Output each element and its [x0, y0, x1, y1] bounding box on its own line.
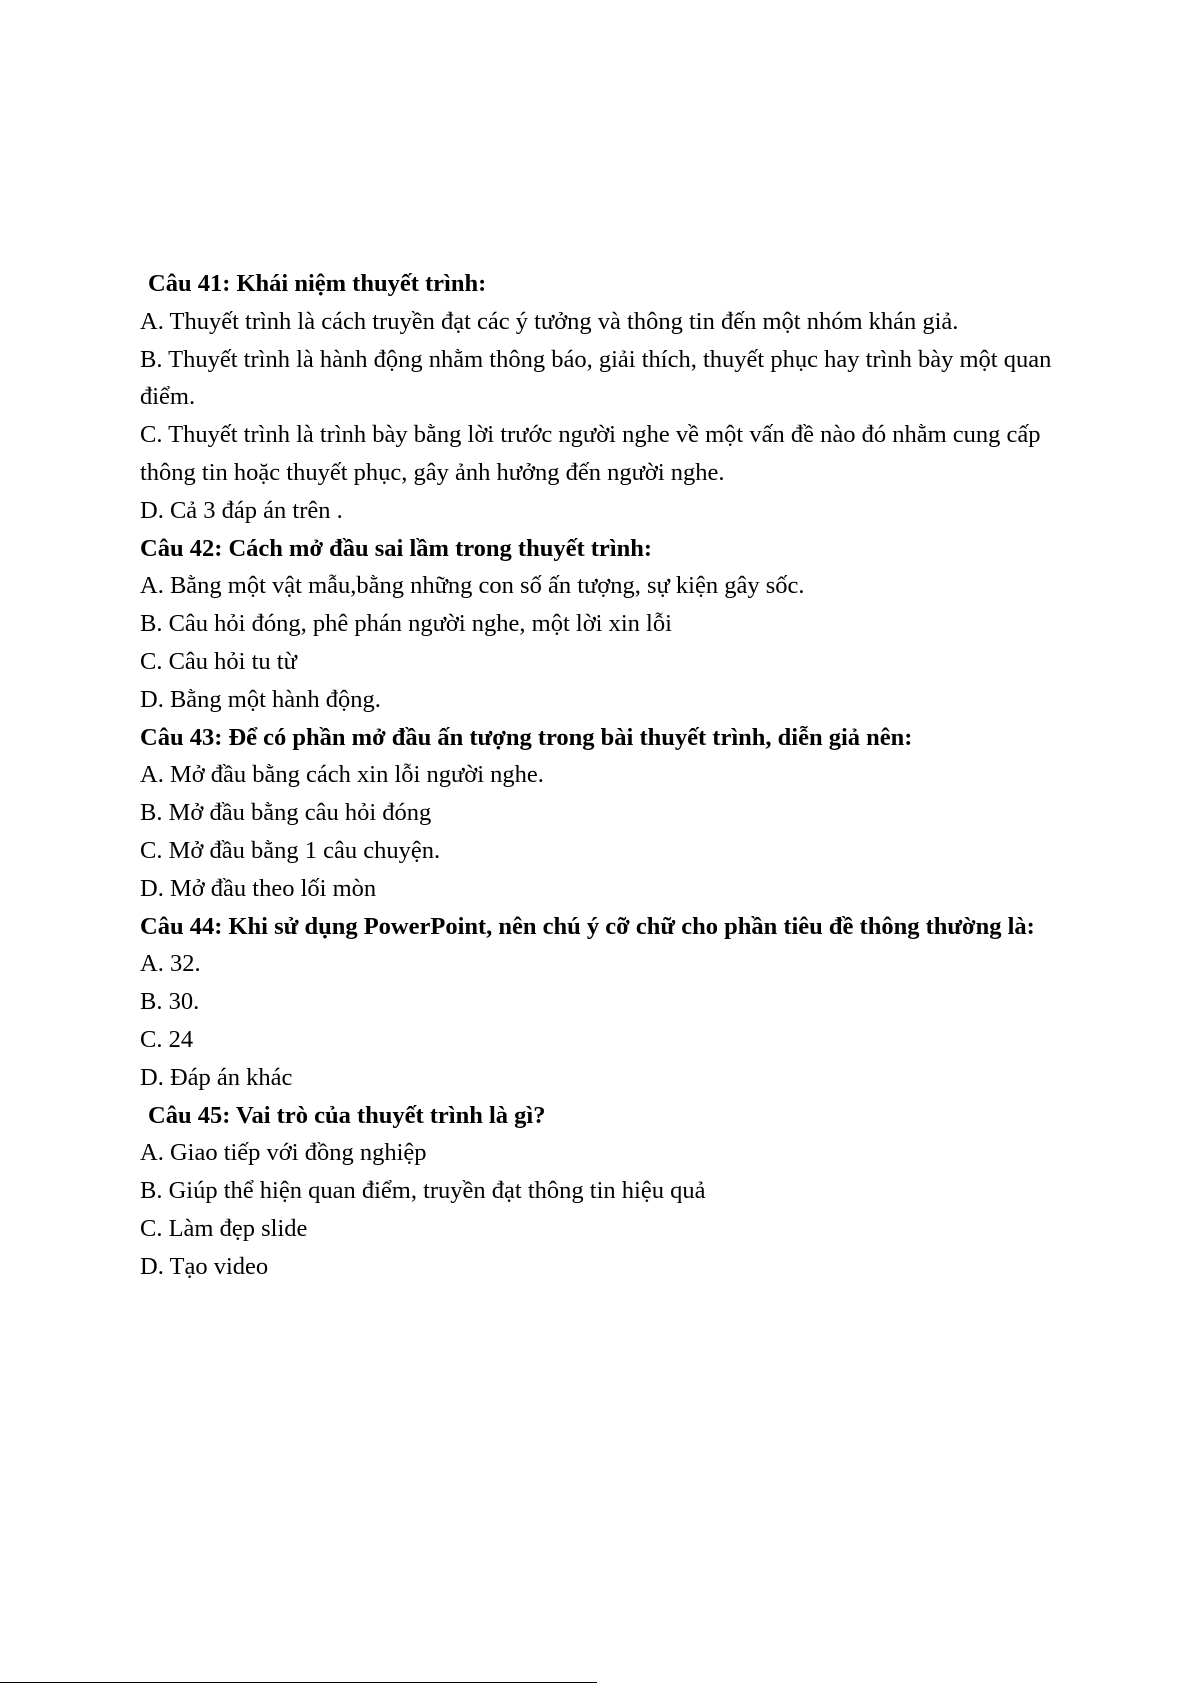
option-c: C. Làm đẹp slide — [140, 1214, 308, 1242]
question-list — [140, 265, 1055, 1286]
option-a: A. Mở đầu bằng cách xin lỗi người nghe. — [140, 761, 544, 789]
footer-divider — [0, 1682, 597, 1683]
question-title: Câu 43: Để có phần mở đầu ấn tượng trong bài thuyết trình, diễn giả nên: — [140, 723, 913, 751]
question-title: Câu 45: Vai trò của thuyết trình là gì? — [148, 1101, 546, 1129]
option-d: D. Tạo video — [140, 1252, 269, 1280]
option-b: B. 30. — [140, 988, 200, 1016]
option-b: B. Thuyết trình là hành động nhằm thông báo, giải thích, thuyết phục hay trình bày một quan điểm. — [140, 345, 1052, 411]
option-c: C. Mở đầu bằng 1 câu chuyện. — [140, 836, 441, 864]
question-41 — [140, 265, 1055, 530]
option-c: C. 24 — [140, 1025, 194, 1053]
option-b: B. Giúp thể hiện quan điểm, truyền đạt thông tin hiệu quả — [140, 1177, 706, 1205]
option-d: D. Bằng một hành động. — [140, 685, 381, 713]
option-d: D. Cả 3 đáp án trên . — [140, 496, 343, 524]
option-c: C. Thuyết trình là trình bày bằng lời trước người nghe về một vấn đề nào đó nhằm cung cấp thông tin hoặc thuyết phục, gây ảnh hưởng đến người nghe. — [140, 421, 1041, 486]
option-c: C. Câu hỏi tu từ — [140, 647, 297, 675]
option-a: A. Bằng một vật mẫu,bằng những con số ấn tượng, sự kiện gây sốc. — [140, 572, 805, 600]
option-a: A. 32. — [140, 950, 201, 978]
option-d: D. Đáp án khác — [140, 1063, 293, 1091]
question-42 — [140, 530, 1055, 719]
question-44 — [140, 908, 1055, 1097]
question-title: Câu 41: Khái niệm thuyết trình: — [148, 270, 487, 297]
option-a: A. Giao tiếp với đồng nghiệp — [140, 1139, 427, 1167]
question-43 — [140, 719, 1055, 908]
option-b: B. Câu hỏi đóng, phê phán người nghe, một lời xin lỗi — [140, 610, 672, 638]
option-d: D. Mở đầu theo lối mòn — [140, 874, 377, 902]
option-a: A. Thuyết trình là cách truyền đạt các ý tưởng và thông tin đến một nhóm khán giả. — [140, 307, 959, 335]
question-title: Câu 44: Khi sử dụng PowerPoint, nên chú ý cỡ chữ cho phần tiêu đề thông thường là: — [140, 912, 1035, 940]
option-b: B. Mở đầu bằng câu hỏi đóng — [140, 799, 432, 827]
question-title: Câu 42: Cách mở đầu sai lầm trong thuyết trình: — [140, 534, 652, 562]
question-45 — [140, 1097, 1055, 1286]
